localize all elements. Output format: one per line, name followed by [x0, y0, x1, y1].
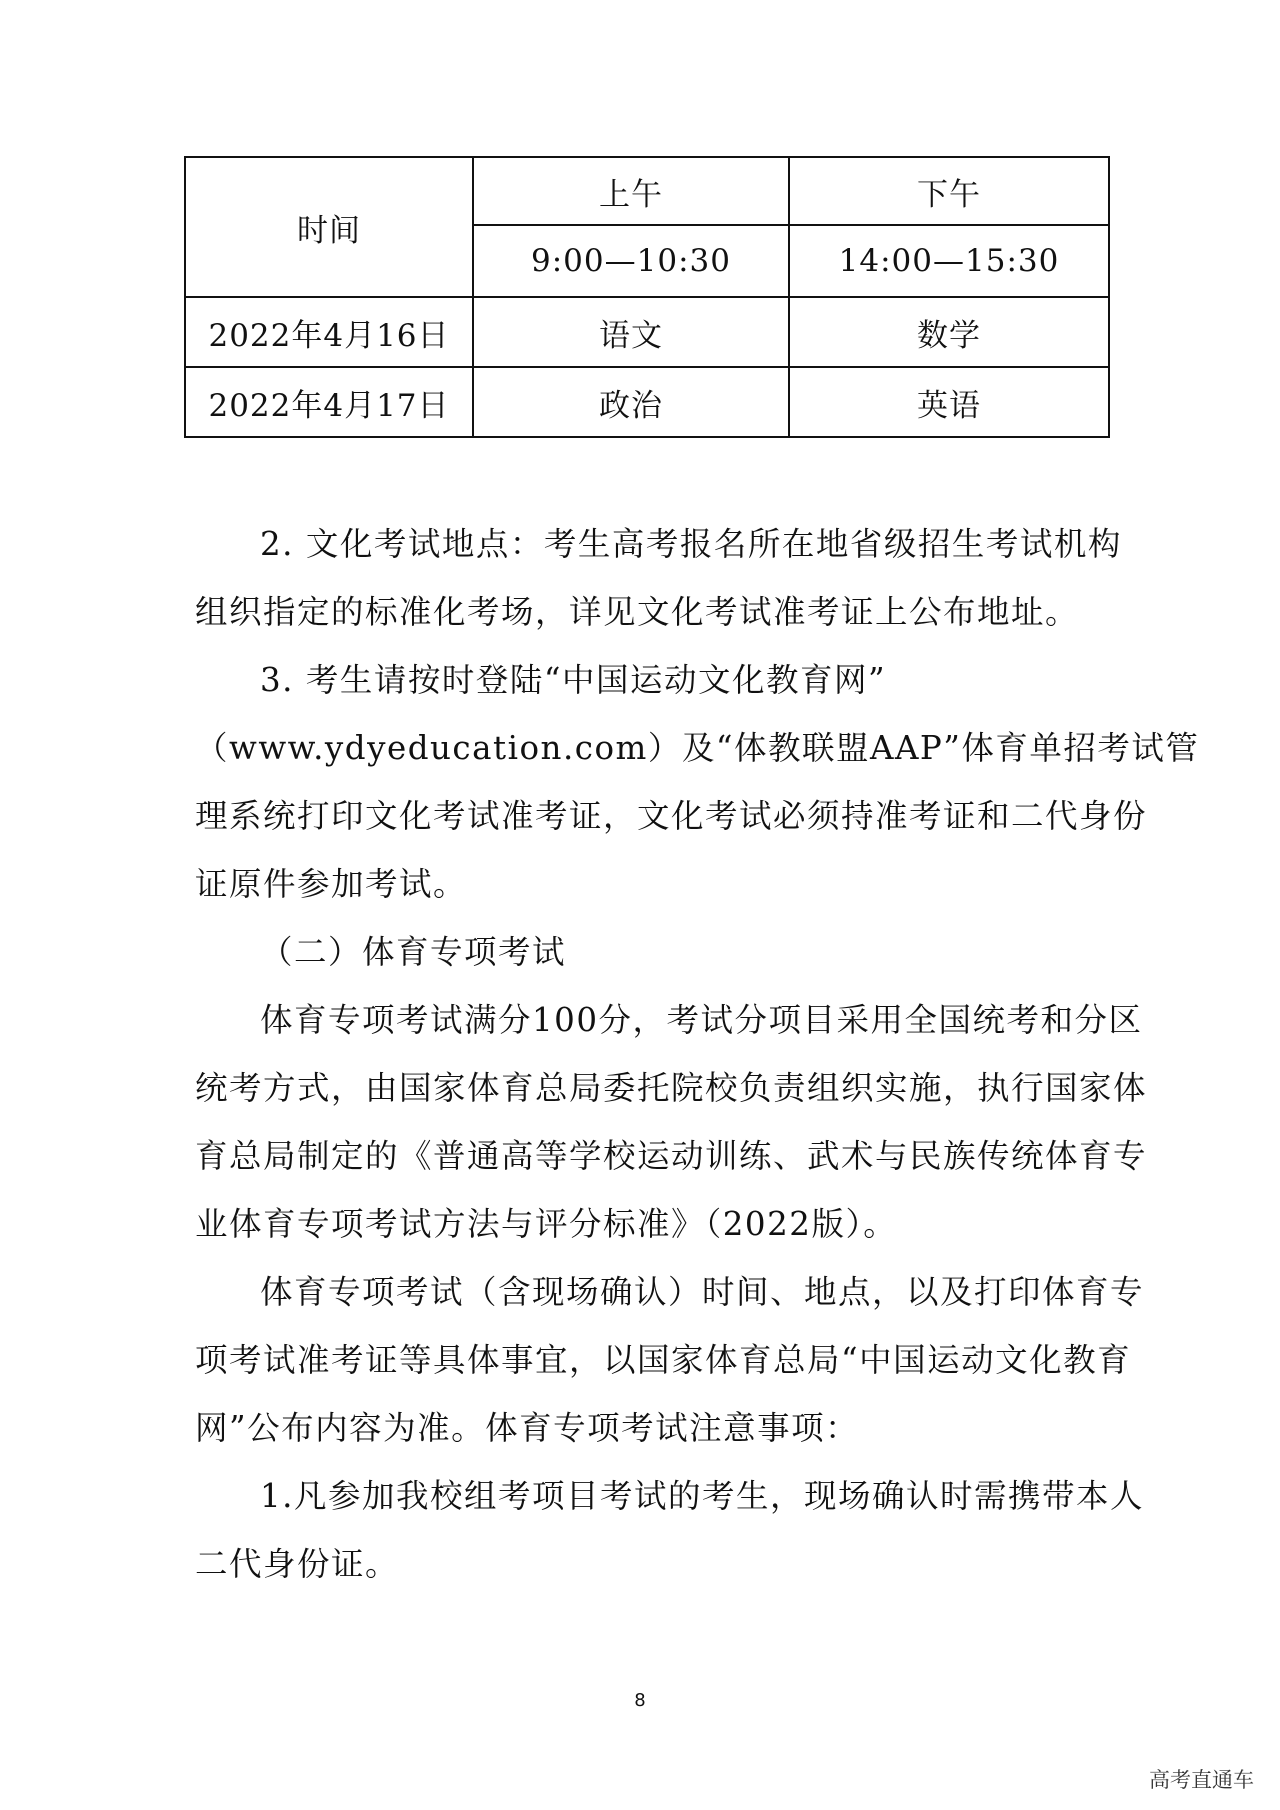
date-cell: 2022年4月16日 [185, 297, 473, 367]
text-line: 1.凡参加我校组考项目考试的考生，现场确认时需携带本人 [260, 1477, 1145, 1515]
header-morning-cell: 上午 [473, 157, 789, 225]
section-heading [195, 918, 1095, 986]
heading-line: （二）体育专项考试 [260, 933, 567, 971]
text-line: 体育专项考试（含现场确认）时间、地点，以及打印体育专 [260, 1273, 1145, 1311]
text-line: 项考试准考证等具体事宜，以国家体育总局“中国运动文化教育 [195, 1341, 1132, 1379]
text-line: 统考方式，由国家体育总局委托院校负责组织实施，执行国家体 [195, 1069, 1148, 1107]
paragraph-sports-exam [195, 986, 1148, 1258]
date-cell: 2022年4月17日 [185, 367, 473, 437]
text-line: 2. 文化考试地点：考生高考报名所在地省级招生考试机构 [260, 525, 1122, 563]
exam-schedule-table [184, 156, 1110, 438]
paragraph-sports-exam-details [195, 1258, 1145, 1462]
text-line: 二代身份证。 [195, 1545, 400, 1583]
text-line: 育总局制定的《普通高等学校运动训练、武术与民族传统体育专 [195, 1137, 1148, 1175]
subject-cell: 语文 [473, 297, 789, 367]
text-line: （www.ydyeducation.com）及“体教联盟AAP”体育单招考试管 [195, 729, 1200, 767]
subject-cell: 英语 [789, 367, 1109, 437]
text-line: 证原件参加考试。 [195, 865, 468, 903]
table-row [185, 367, 1109, 437]
text-line: 体育专项考试满分100分，考试分项目采用全国统考和分区 [260, 1001, 1143, 1039]
page-number: 8 [634, 1690, 646, 1711]
text-line: 组织指定的标准化考场，详见文化考试准考证上公布地址。 [195, 593, 1080, 631]
text-line: 理系统打印文化考试准考证，文化考试必须持准考证和二代身份 [195, 797, 1148, 835]
paragraph-id-requirement [195, 1462, 1145, 1598]
text-line: 业体育专项考试方法与评分标准》（2022版）。 [195, 1205, 898, 1243]
header-afternoon-cell: 下午 [789, 157, 1109, 225]
morning-time-cell: 9:00—10:30 [473, 225, 789, 297]
text-line: 3. 考生请按时登陆“中国运动文化教育网” [260, 661, 887, 699]
paragraph-admission-ticket [195, 646, 1200, 918]
paragraph-exam-location [195, 510, 1122, 646]
text-line: 网”公布内容为准。体育专项考试注意事项： [195, 1409, 860, 1447]
header-time-cell: 时间 [185, 157, 473, 297]
table-row [185, 297, 1109, 367]
subject-cell: 政治 [473, 367, 789, 437]
watermark-logo: 高考直通车 [1143, 1762, 1260, 1796]
subject-cell: 数学 [789, 297, 1109, 367]
afternoon-time-cell: 14:00—15:30 [789, 225, 1109, 297]
